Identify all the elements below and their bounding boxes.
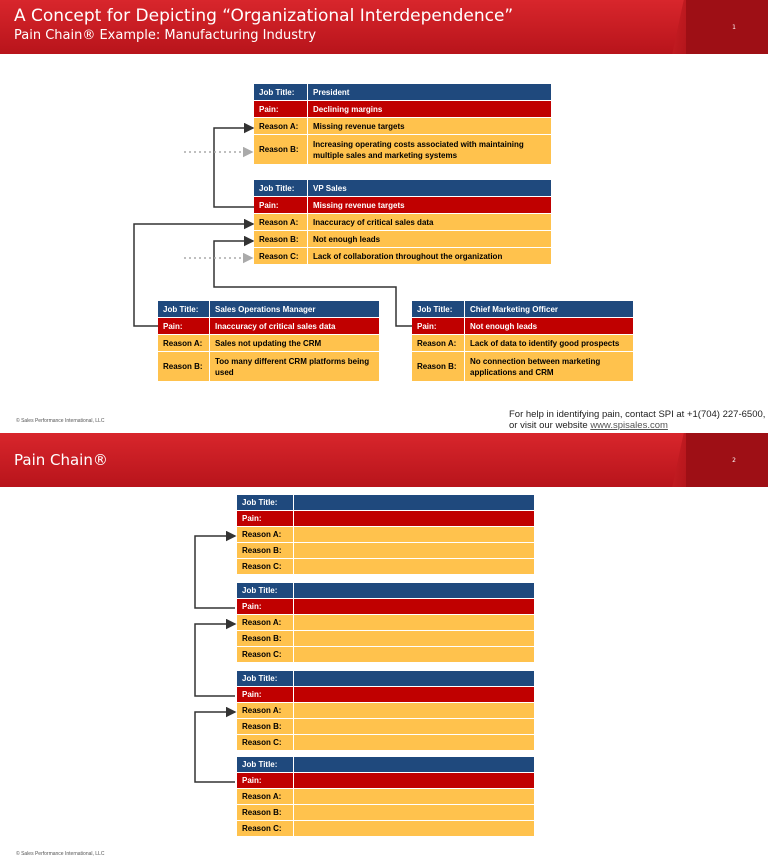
pain-table-cmo [412,301,633,382]
job-title-cell[interactable] [294,757,534,773]
reason-b-label: Reason B: [412,352,465,382]
reason-a-value: Inaccuracy of critical sales data [308,214,551,231]
pain-table-sales-ops [158,301,379,382]
pain-value: Declining margins [308,101,551,118]
pain-cell[interactable] [294,599,534,615]
reason-b-label: Reason B: [237,805,294,821]
help-line-1: For help in identifying pain, contact SPI at +1(704) 227-6500, [509,409,766,420]
job-title-value: Chief Marketing Officer [465,301,633,318]
pain-table-vp-sales [254,180,551,265]
blank-pain-table-1 [237,495,534,575]
connector-2-to-1 [195,536,235,608]
job-title-cell[interactable] [294,583,534,599]
pain-label: Pain: [237,773,294,789]
copyright: © Sales Performance International, LLC [16,418,105,424]
reason-c-cell[interactable] [294,821,534,837]
connector-vp-to-president [214,128,254,207]
reason-b-value: No connection between marketing applications and CRM [465,352,633,382]
copyright: © Sales Performance International, LLC [16,851,105,857]
pain-cell[interactable] [294,773,534,789]
slide-2 [0,433,768,866]
job-title-value: VP Sales [308,180,551,197]
reason-c-cell[interactable] [294,647,534,663]
job-title-value: President [308,84,551,101]
reason-a-cell[interactable] [294,527,534,543]
job-title-cell[interactable] [294,495,534,511]
reason-b-label: Reason B: [237,631,294,647]
reason-b-label: Reason B: [254,135,308,165]
reason-a-label: Reason A: [237,789,294,805]
blank-pain-table-4 [237,757,534,837]
pain-label: Pain: [412,318,465,335]
pain-cell[interactable] [294,687,534,703]
job-title-label: Job Title: [158,301,210,318]
reason-a-cell[interactable] [294,789,534,805]
reason-a-cell[interactable] [294,703,534,719]
reason-c-label: Reason C: [237,735,294,751]
reason-b-cell[interactable] [294,719,534,735]
website-link[interactable]: www.spisales.com [590,420,668,431]
pain-value: Not enough leads [465,318,633,335]
reason-b-label: Reason B: [254,231,308,248]
pain-value: Missing revenue targets [308,197,551,214]
page-number: 1 [732,24,736,31]
reason-a-cell[interactable] [294,615,534,631]
reason-a-value: Missing revenue targets [308,118,551,135]
reason-c-cell[interactable] [294,735,534,751]
reason-a-label: Reason A: [254,214,308,231]
help-text [509,409,765,431]
pain-label: Pain: [237,511,294,527]
reason-b-label: Reason B: [158,352,210,382]
job-title-label: Job Title: [237,495,294,511]
reason-a-label: Reason A: [237,527,294,543]
reason-b-label: Reason B: [237,543,294,559]
job-title-label: Job Title: [254,84,308,101]
reason-b-value: Not enough leads [308,231,551,248]
reason-b-cell[interactable] [294,805,534,821]
reason-a-value: Sales not updating the CRM [210,335,379,352]
slide-title: Pain Chain® [14,451,108,469]
reason-a-label: Reason A: [237,703,294,719]
reason-a-label: Reason A: [254,118,308,135]
pain-label: Pain: [237,599,294,615]
connector-3-to-2 [195,624,235,696]
help-line-2: or visit our website [509,420,591,431]
job-title-label: Job Title: [237,583,294,599]
connector-4-to-3 [195,712,235,782]
job-title-label: Job Title: [237,671,294,687]
pain-label: Pain: [158,318,210,335]
reason-b-value: Increasing operating costs associated with maintaining multiple sales and marketing systems [308,135,551,165]
reason-a-value: Lack of data to identify good prospects [465,335,633,352]
pain-table-president [254,84,551,165]
reason-b-label: Reason B: [237,719,294,735]
reason-c-value: Lack of collaboration throughout the organization [308,248,551,265]
pain-value: Inaccuracy of critical sales data [210,318,379,335]
pain-label: Pain: [237,687,294,703]
reason-a-label: Reason A: [412,335,465,352]
job-title-cell[interactable] [294,671,534,687]
reason-a-label: Reason A: [158,335,210,352]
pain-label: Pain: [254,101,308,118]
page-number: 2 [732,457,736,464]
reason-b-cell[interactable] [294,543,534,559]
pain-label: Pain: [254,197,308,214]
job-title-label: Job Title: [254,180,308,197]
reason-c-label: Reason C: [237,647,294,663]
job-title-label: Job Title: [237,757,294,773]
blank-pain-table-3 [237,671,534,751]
job-title-label: Job Title: [412,301,465,318]
reason-b-value: Too many different CRM platforms being used [210,352,379,382]
reason-c-label: Reason C: [237,821,294,837]
reason-c-cell[interactable] [294,559,534,575]
reason-c-label: Reason C: [237,559,294,575]
slide-subtitle: Pain Chain® Example: Manufacturing Industry [14,28,317,43]
reason-c-label: Reason C: [254,248,308,265]
reason-b-cell[interactable] [294,631,534,647]
reason-a-label: Reason A: [237,615,294,631]
job-title-value: Sales Operations Manager [210,301,379,318]
pain-cell[interactable] [294,511,534,527]
slide-title: A Concept for Depicting “Organizational Interdependence” [14,6,514,26]
blank-pain-table-2 [237,583,534,663]
